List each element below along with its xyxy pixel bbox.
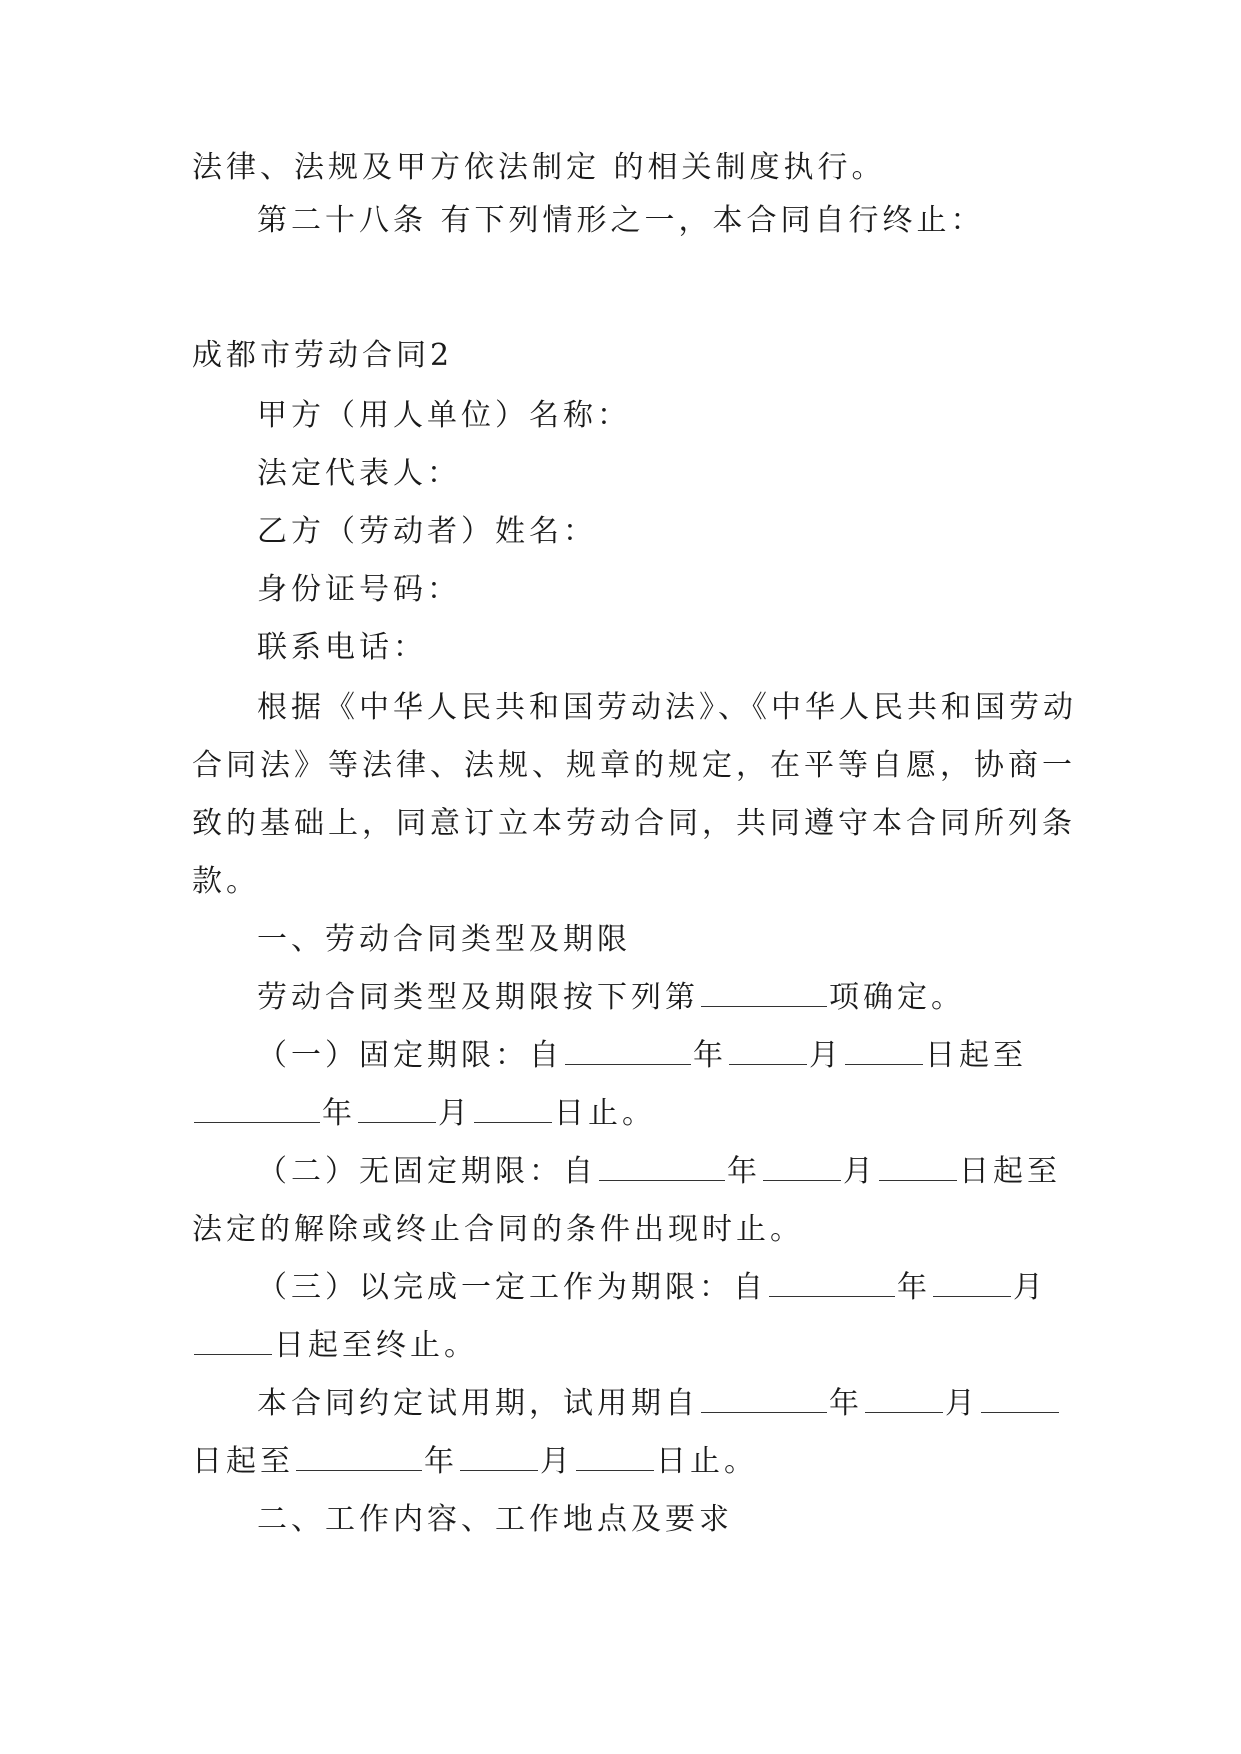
nonfixed-start-year-blank[interactable] xyxy=(599,1154,725,1181)
nonfixed-start-day-blank[interactable] xyxy=(879,1154,957,1181)
fixed-term-end-line xyxy=(192,1096,656,1132)
month-label: 月 xyxy=(1013,1270,1047,1305)
from-to-label: 日起至 xyxy=(192,1444,294,1479)
legal-representative-line: 法定代表人： xyxy=(257,456,461,491)
probation-end-year-blank[interactable] xyxy=(296,1444,422,1471)
fixed-start-day-blank[interactable] xyxy=(845,1038,923,1065)
article-28-line: 第二十八条 有下列情形之一，本合同自行终止： xyxy=(257,203,985,238)
task-start-day-blank[interactable] xyxy=(194,1328,272,1355)
employee-name-line: 乙方（劳动者）姓名： xyxy=(257,514,597,549)
probation-end-line xyxy=(192,1444,758,1480)
section-one-heading: 一、劳动合同类型及期限 xyxy=(257,922,631,957)
task-end-label: 日起至终止。 xyxy=(274,1328,478,1363)
phone-line: 联系电话： xyxy=(257,630,427,665)
task-term-end-line xyxy=(192,1328,478,1364)
probation-start-year-blank[interactable] xyxy=(701,1386,827,1413)
term-intro-suffix: 项确定。 xyxy=(829,980,965,1015)
from-to-label: 日起至 xyxy=(959,1154,1061,1189)
text-line: 法律、法规及甲方依法制定 的相关制度执行。 xyxy=(192,150,886,185)
probation-line xyxy=(257,1386,1061,1422)
nonfixed-term-line xyxy=(257,1154,1061,1190)
employer-name-line: 甲方（用人单位）名称： xyxy=(257,398,631,433)
id-number-line: 身份证号码： xyxy=(257,572,461,607)
fixed-start-year-blank[interactable] xyxy=(565,1038,691,1065)
month-label: 月 xyxy=(945,1386,979,1421)
term-option-blank[interactable] xyxy=(701,980,827,1007)
month-label: 月 xyxy=(438,1096,472,1131)
from-to-label: 日起至 xyxy=(925,1038,1027,1073)
probation-end-day-blank[interactable] xyxy=(576,1444,654,1471)
year-label: 年 xyxy=(693,1038,727,1073)
probation-prefix: 本合同约定试用期，试用期自 xyxy=(257,1386,699,1421)
task-term-prefix: （三）以完成一定工作为期限：自 xyxy=(257,1270,767,1305)
preamble-line-3: 致的基础上，同意订立本劳动合同，共同遵守本合同所列条 xyxy=(192,806,1076,841)
section-two-heading: 二、工作内容、工作地点及要求 xyxy=(257,1502,733,1537)
preamble-line-1: 根据《中华人民共和国劳动法》、《中华人民共和国劳动 xyxy=(257,690,1077,725)
year-label: 年 xyxy=(897,1270,931,1305)
year-label: 年 xyxy=(829,1386,863,1421)
preamble-line-2: 合同法》等法律、法规、规章的规定，在平等自愿，协商一 xyxy=(192,748,1076,783)
month-label: 月 xyxy=(843,1154,877,1189)
nonfixed-term-tail: 法定的解除或终止合同的条件出现时止。 xyxy=(192,1212,804,1247)
year-label: 年 xyxy=(727,1154,761,1189)
task-term-line xyxy=(257,1270,1047,1306)
fixed-start-month-blank[interactable] xyxy=(729,1038,807,1065)
year-label: 年 xyxy=(322,1096,356,1131)
term-intro-line xyxy=(257,980,965,1016)
nonfixed-start-month-blank[interactable] xyxy=(763,1154,841,1181)
probation-end-month-blank[interactable] xyxy=(460,1444,538,1471)
year-label: 年 xyxy=(424,1444,458,1479)
until-label: 日止。 xyxy=(656,1444,758,1479)
task-start-year-blank[interactable] xyxy=(769,1270,895,1297)
nonfixed-term-prefix: （二）无固定期限：自 xyxy=(257,1154,597,1189)
term-intro-prefix: 劳动合同类型及期限按下列第 xyxy=(257,980,699,1015)
fixed-term-line xyxy=(257,1038,1027,1074)
fixed-end-month-blank[interactable] xyxy=(358,1096,436,1123)
fixed-term-prefix: （一）固定期限：自 xyxy=(257,1038,563,1073)
month-label: 月 xyxy=(540,1444,574,1479)
month-label: 月 xyxy=(809,1038,843,1073)
probation-start-month-blank[interactable] xyxy=(865,1386,943,1413)
fixed-end-day-blank[interactable] xyxy=(474,1096,552,1123)
fixed-end-year-blank[interactable] xyxy=(194,1096,320,1123)
preamble-line-4: 款。 xyxy=(192,864,260,899)
document-title: 成都市劳动合同2 xyxy=(192,338,454,373)
probation-start-day-blank[interactable] xyxy=(981,1386,1059,1413)
task-start-month-blank[interactable] xyxy=(933,1270,1011,1297)
until-label: 日止。 xyxy=(554,1096,656,1131)
